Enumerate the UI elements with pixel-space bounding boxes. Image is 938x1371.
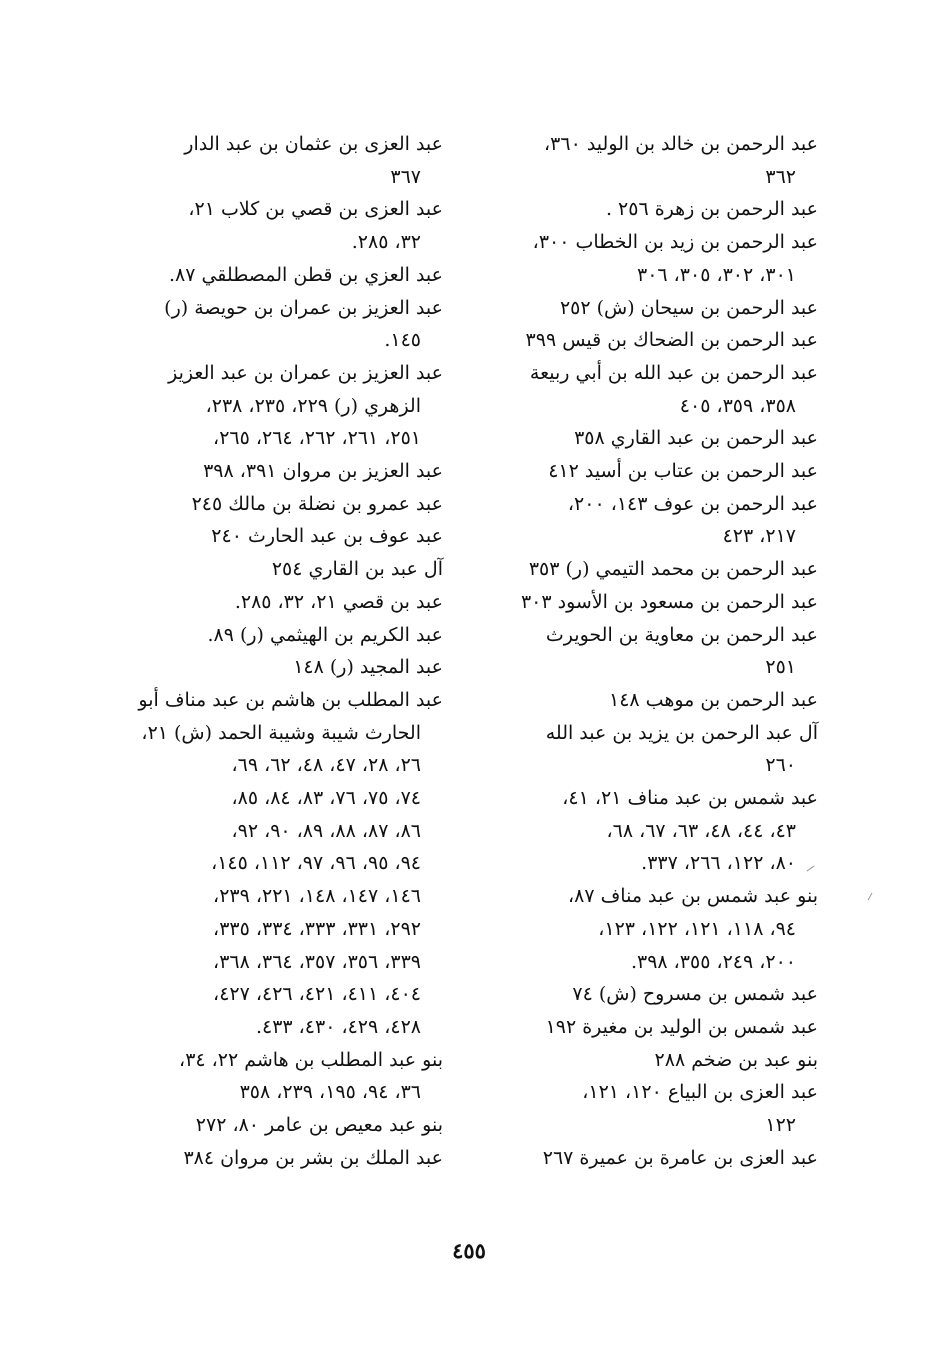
- index-entry-continuation: ٣٣٩، ٣٥٦، ٣٥٧، ٣٦٤، ٣٦٨،: [213, 950, 421, 973]
- index-entry-continuation: ٩٤، ١١٨، ١٢١، ١٢٢، ١٢٣،: [598, 917, 796, 940]
- index-entry: عبد شمس بن عبد مناف ٢١، ٤١،: [562, 787, 818, 810]
- index-entry-continuation: ٩٤، ٩٥، ٩٦، ٩٧، ١١٢، ١٤٥،: [211, 852, 421, 875]
- index-entry: بنو عبد معيص بن عامر ٨٠، ٢٧٢: [195, 1114, 443, 1137]
- index-entry-continuation: ٢٦، ٢٨، ٤٧، ٤٨، ٦٢، ٦٩،: [231, 754, 421, 777]
- index-entry: عبد الرحمن بن عبد الله بن أبي ربيعة: [529, 361, 818, 384]
- index-entry-continuation: ٢٦٠: [765, 754, 796, 777]
- index-entry: عبد الرحمن بن الضحاك بن قيس ٣٩٩: [525, 329, 818, 352]
- index-entry: عبد عوف بن عبد الحارث ٢٤٠: [211, 525, 443, 548]
- index-entry: عبد الرحمن بن خالد بن الوليد ٣٦٠،: [544, 133, 818, 155]
- index-entry-continuation: ٤٠٤، ٤١١، ٤٢١، ٤٢٦، ٤٢٧،: [213, 983, 421, 1006]
- index-entry-continuation: ١٤٥.: [384, 329, 421, 352]
- index-entry-continuation: ٨٦، ٨٧، ٨٨، ٨٩، ٩٠، ٩٢،: [231, 819, 421, 842]
- index-entry-continuation: ٤٣، ٤٤، ٤٨، ٦٣، ٦٧، ٦٨،: [606, 819, 796, 842]
- index-entry-continuation: ٤٢٨، ٤٢٩، ٤٣٠، ٤٣٣.: [255, 1015, 421, 1038]
- index-entry-continuation: ٣٦، ٩٤، ١٩٥، ٢٣٩، ٣٥٨: [239, 1081, 421, 1104]
- index-entry: عبد الرحمن بن عبد القاري ٣٥٨: [574, 427, 818, 450]
- index-entry-continuation: ٣٦٧: [390, 165, 421, 188]
- scan-mark: [868, 893, 873, 900]
- index-entry: عبد الرحمن بن موهب ١٤٨: [609, 688, 818, 711]
- index-entry-continuation: ٢٥١، ٢٦١، ٢٦٢، ٢٦٤، ٢٦٥،: [213, 427, 421, 450]
- index-entry: عبد شمس بن مسروح (ش) ٧٤: [572, 983, 818, 1006]
- index-entry: عبد العزى بن قصي بن كلاب ٢١،: [188, 198, 443, 221]
- index-entry-continuation: ١٤٦، ١٤٧، ١٤٨، ٢٢١، ٢٣٩،: [213, 885, 421, 908]
- index-entry: بنو عبد بن ضخم ٢٨٨: [654, 1048, 818, 1071]
- index-entry-continuation: الزهري (ر) ٢٢٩، ٢٣٥، ٢٣٨،: [205, 394, 421, 417]
- page-number: ٤٥٥: [452, 1238, 486, 1263]
- index-entry: عبد العزي بن قطن المصطلقي ٨٧.: [168, 263, 443, 286]
- index-entry: عبد الرحمن بن سيحان (ش) ٢٥٢: [559, 296, 818, 319]
- index-entry-continuation: ٣٢، ٢٨٥.: [351, 231, 421, 254]
- index-entry: عبد الملك بن بشر بن مروان ٣٨٤: [183, 1146, 443, 1169]
- index-entry-continuation: ٢٥١: [765, 656, 796, 679]
- index-entry: عبد المطلب بن هاشم بن عبد مناف أبو: [138, 688, 443, 711]
- index-entry: آل عبد الرحمن بن يزيد بن عبد الله: [545, 721, 818, 744]
- index-entry: عبد الرحمن بن معاوية بن الحويرث: [545, 623, 818, 646]
- index-entry-continuation: ٢٩٢، ٣٣١، ٣٣٣، ٣٣٤، ٣٣٥،: [213, 917, 421, 940]
- index-entry: عبد الرحمن بن عوف ١٤٣، ٢٠٠،: [567, 492, 818, 515]
- index-entry: عبد الكريم بن الهيثمي (ر) ٨٩.: [207, 623, 443, 646]
- index-entry-continuation: ١٢٢: [765, 1114, 796, 1137]
- index-entry: بنو عبد المطلب بن هاشم ٢٢، ٣٤،: [179, 1048, 443, 1071]
- index-entry: آل عبد بن القاري ٢٥٤: [271, 558, 443, 581]
- index-entry: عبد بن قصي ٢١، ٣٢، ٢٨٥.: [234, 590, 443, 613]
- index-entry: عبد الرحمن بن مسعود بن الأسود ٣٠٣: [520, 590, 818, 613]
- index-entry-continuation: ٣٠١، ٣٠٢، ٣٠٥، ٣٠٦: [636, 263, 796, 286]
- index-entry-continuation: ٣٥٨، ٣٥٩، ٤٠٥: [679, 394, 796, 417]
- index-entry: عبد العزى بن عثمان بن عبد الدار: [184, 133, 443, 155]
- index-entry: عبد العزى بن عامرة بن عميرة ٢٦٧: [542, 1146, 818, 1169]
- index-entry-continuation: ٢١٧، ٤٢٣: [722, 525, 796, 548]
- index-entry-continuation: ٢٠٠، ٢٤٩، ٣٥٥، ٣٩٨.: [630, 950, 796, 973]
- index-entry: عبد المجيد (ر) ١٤٨: [293, 656, 443, 679]
- index-entry: عبد الرحمن بن زيد بن الخطاب ٣٠٠،: [532, 231, 818, 254]
- index-entry: عبد شمس بن الوليد بن مغيرة ١٩٢: [545, 1015, 818, 1038]
- index-column-left: [133, 128, 443, 1175]
- index-entry-continuation: ٨٠، ١٢٢، ٢٦٦، ٣٣٧.: [641, 852, 796, 875]
- index-entry: عبد الرحمن بن زهرة ٢٥٦ .: [605, 198, 818, 221]
- index-entry-continuation: ٣٦٢: [765, 165, 796, 188]
- index-entry: بنو عبد شمس بن عبد مناف ٨٧،: [568, 885, 818, 908]
- index-entry-continuation: الحارث شيبة وشيبة الحمد (ش) ٢١،: [141, 721, 421, 744]
- index-entry: عبد العزيز بن عمران بن عبد العزيز: [168, 361, 443, 384]
- index-column-right: [518, 128, 818, 1175]
- index-entry: عبد العزى بن البياع ١٢٠، ١٢١،: [582, 1081, 818, 1104]
- index-entry: عبد العزيز بن مروان ٣٩١، ٣٩٨: [203, 460, 443, 483]
- index-entry: عبد الرحمن بن عتاب بن أسيد ٤١٢: [548, 460, 818, 483]
- index-entry: عبد الرحمن بن محمد التيمي (ر) ٣٥٣: [528, 558, 818, 581]
- index-entry-continuation: ٧٤، ٧٥، ٧٦، ٨٣، ٨٤، ٨٥،: [231, 787, 421, 810]
- index-entry: عبد عمرو بن نضلة بن مالك ٢٤٥: [191, 492, 443, 515]
- index-entry: عبد العزيز بن عمران بن حويصة (ر): [164, 296, 443, 319]
